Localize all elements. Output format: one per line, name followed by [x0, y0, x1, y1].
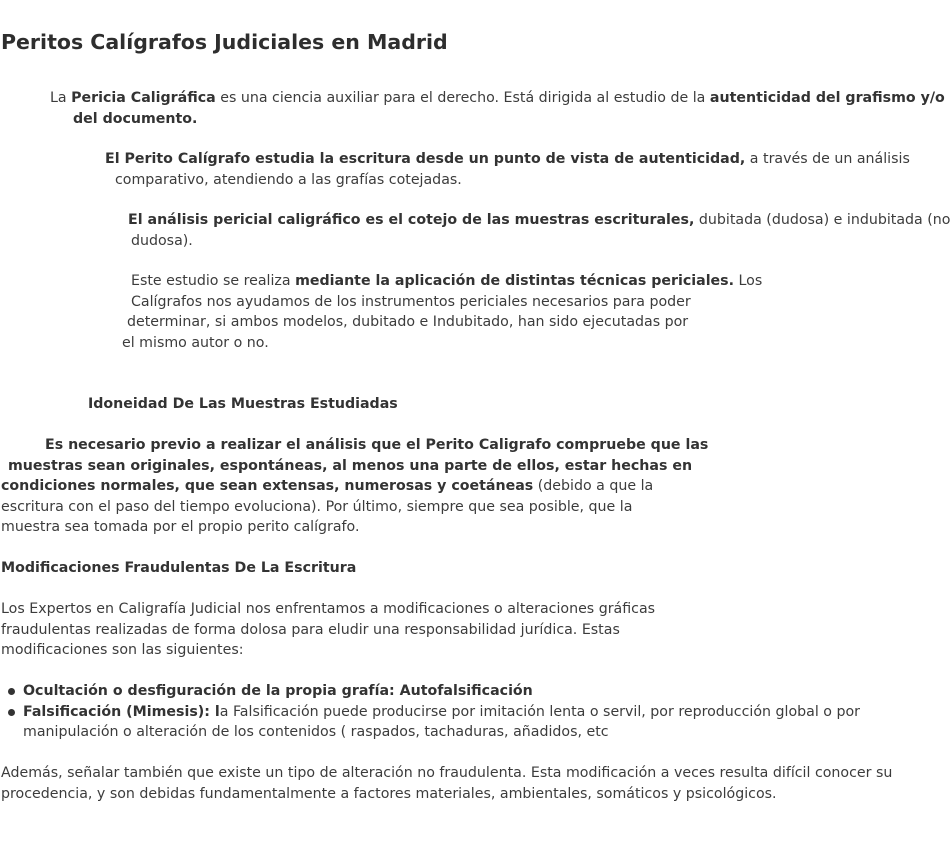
- ademas-line-2: procedencia, y son debidas fundamentalmente a factores materiales, ambientales, somáticos y psicológicos.: [1, 785, 777, 802]
- ademas-paragraph: [1, 763, 892, 804]
- estudio-line-4: el mismo autor o no.: [122, 334, 269, 351]
- idoneidad-bold-2: muestras sean originales, espontáneas, al menos una parte de ellos, estar hechas en: [8, 457, 693, 474]
- estudio-line-2: Calígrafos nos ayudamos de los instrumentos periciales necesarios para poder: [131, 293, 691, 310]
- list-item: [8, 702, 860, 743]
- analisis-text: dubitada (dudosa) e indubitada (no: [694, 212, 950, 228]
- modificaciones-line-1: Los Expertos en Caligrafía Judicial nos enfrentamos a modificaciones o alteraciones gráficas: [1, 601, 656, 617]
- intro-line-1: [50, 88, 945, 109]
- modificaciones-paragraph: [1, 599, 655, 661]
- bullet-1-bold: Ocultación o desfiguración de la propia grafía: Autofalsificación: [23, 683, 533, 699]
- analisis-bold: El análisis pericial caligráfico es el cotejo de las muestras escriturales,: [128, 212, 695, 228]
- idoneidad-line-3: [1, 476, 708, 497]
- bullet-2-bold: Falsificación (Mimesis): l: [23, 703, 220, 720]
- estudio-paragraph: [122, 271, 762, 353]
- estudio-text-c: Los: [734, 273, 763, 289]
- list-item: [8, 681, 860, 702]
- ademas-line-1: Además, señalar también que existe un tipo de alteración no fraudulenta. Esta modificación a veces resulta difícil conocer su: [1, 765, 893, 781]
- idoneidad-heading: [88, 394, 398, 415]
- estudio-line-1: [122, 271, 762, 292]
- perito-line-1: [105, 149, 910, 170]
- intro-text-c: es una ciencia auxiliar para el derecho. Está dirigida al estudio de la: [215, 90, 710, 106]
- idoneidad-line-4: escritura con el paso del tiempo evoluciona). Por último, siempre que sea posible, que la: [1, 498, 633, 515]
- estudio-line-3: determinar, si ambos modelos, dubitado e Indubitado, han sido ejecutadas por: [127, 314, 689, 330]
- analisis-line-2: dudosa).: [131, 232, 193, 249]
- modificaciones-heading: [1, 558, 356, 579]
- bullet-2-text: a Falsificación puede producirse por imitación lenta o servil, por reproducción global o por: [219, 703, 860, 720]
- intro-text-a: La: [50, 90, 72, 106]
- idoneidad-line-5: muestra sea tomada por el propio perito calígrafo.: [1, 519, 360, 535]
- modificaciones-list: [8, 681, 860, 743]
- perito-line-2: comparativo, atendiendo a las grafías cotejadas.: [115, 171, 462, 188]
- intro-bold-documento: del documento.: [73, 110, 198, 127]
- perito-bold: El Perito Calígrafo estudia la escritura desde un punto de vista de autenticidad,: [105, 151, 746, 167]
- bullet-2-line-2: manipulación o alteración de los contenidos ( raspados, tachaduras, añadidos, etc: [23, 724, 609, 740]
- bullet-dot-icon: [8, 709, 15, 716]
- modificaciones-line-2: fraudulentas realizadas de forma dolosa para eludir una responsabilidad jurídica. Estas: [1, 621, 620, 638]
- idoneidad-line-2: [1, 456, 708, 477]
- idoneidad-bold-1: Es necesario previo a realizar el análisis que el Perito Caligrafo compruebe que las: [45, 437, 709, 453]
- page-title: Peritos Calígrafos Judiciales en Madrid: [1, 30, 448, 54]
- perito-text: a través de un análisis: [745, 151, 910, 167]
- modificaciones-heading-text: Modificaciones Fraudulentas De La Escritura: [1, 560, 357, 576]
- modificaciones-line-3: modificaciones son las siguientes:: [1, 642, 244, 658]
- bullet-dot-icon: [8, 688, 15, 695]
- idoneidad-heading-text: Idoneidad De Las Muestras Estudiadas: [88, 396, 398, 412]
- perito-paragraph: [105, 149, 910, 190]
- idoneidad-line-1: [1, 435, 708, 456]
- intro-bold-pericia: Pericia Caligráfica: [71, 90, 216, 106]
- analisis-paragraph: [128, 210, 950, 251]
- idoneidad-bold-3: condiciones normales, que sean extensas, numerosas y coetáneas: [1, 478, 534, 494]
- intro-line-2: [50, 109, 945, 130]
- analisis-line-1: [128, 210, 950, 231]
- idoneidad-paragraph: [1, 435, 708, 538]
- idoneidad-text-3: (debido a que la: [533, 478, 654, 494]
- intro-paragraph: [50, 88, 945, 129]
- intro-bold-autenticidad: autenticidad del grafismo y/o: [709, 90, 945, 106]
- estudio-text-a: Este estudio se realiza: [131, 273, 296, 289]
- estudio-bold: mediante la aplicación de distintas técnicas periciales.: [295, 273, 735, 289]
